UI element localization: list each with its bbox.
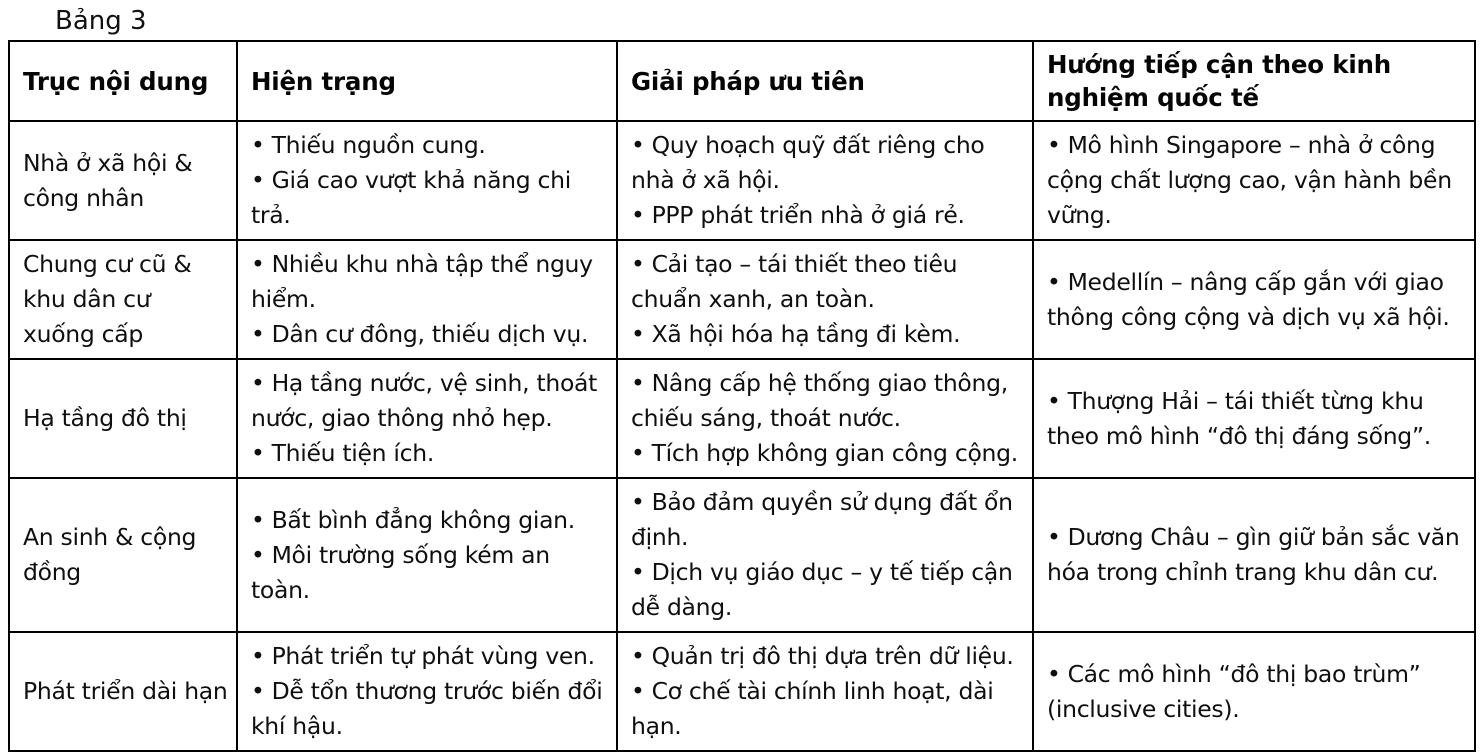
bullet-item bbox=[251, 436, 608, 471]
bang-3-table bbox=[8, 40, 1476, 752]
cell-topic bbox=[9, 121, 237, 240]
cell-solutions bbox=[617, 478, 1033, 632]
bullet-text: Dịch vụ giáo dục – y tế tiếp cận dễ dàng. bbox=[631, 558, 1013, 621]
bullet-text: Giá cao vượt khả năng chi trả. bbox=[251, 166, 571, 229]
bullet-glyph: • bbox=[631, 369, 645, 397]
column-header-solutions: Giải pháp ưu tiên bbox=[617, 41, 1033, 121]
table-row bbox=[9, 632, 1475, 751]
bullet-glyph: • bbox=[251, 540, 265, 569]
bullet-text: Hạ tầng nước, vệ sinh, thoát nước, giao thông nhỏ hẹp. bbox=[251, 369, 598, 432]
bullet-text: Thượng Hải – tái thiết từng khu theo mô hình “đô thị đáng sống”. bbox=[1047, 386, 1431, 450]
bullet-item bbox=[251, 674, 608, 744]
bullet-text: Quản trị đô thị dựa trên dữ liệu. bbox=[651, 642, 1014, 670]
bullet-text: Các mô hình “đô thị bao trùm” (inclusive cities). bbox=[1047, 659, 1421, 723]
table-row bbox=[9, 359, 1475, 478]
bullet-text: Môi trường sống kém an toàn. bbox=[251, 540, 550, 604]
bullet-glyph: • bbox=[631, 320, 645, 348]
bullet-text: Bảo đảm quyền sử dụng đất ổn định. bbox=[631, 488, 1013, 551]
bullet-glyph: • bbox=[631, 439, 645, 467]
bullet-glyph: • bbox=[1047, 131, 1061, 159]
bullet-item bbox=[631, 247, 1024, 317]
bullet-item bbox=[631, 436, 1024, 471]
bullet-text: Cải tạo – tái thiết theo tiêu chuẩn xanh, an toàn. bbox=[631, 250, 958, 313]
cell-status bbox=[237, 478, 617, 632]
bullet-text: Quy hoạch quỹ đất riêng cho nhà ở xã hội. bbox=[631, 131, 985, 194]
bullet-glyph: • bbox=[631, 677, 645, 705]
bullet-text: Nâng cấp hệ thống giao thông, chiếu sáng, thoát nước. bbox=[631, 369, 1008, 432]
bullet-glyph: • bbox=[251, 439, 265, 467]
topic-text: Hạ tầng đô thị bbox=[23, 404, 187, 432]
bullet-glyph: • bbox=[251, 369, 265, 397]
cell-topic bbox=[9, 478, 237, 632]
bullet-glyph: • bbox=[631, 558, 645, 586]
bullet-item bbox=[1047, 520, 1466, 590]
cell-topic bbox=[9, 632, 237, 751]
bullet-item bbox=[631, 198, 1024, 233]
cell-solutions bbox=[617, 121, 1033, 240]
bullet-text: Xã hội hóa hạ tầng đi kèm. bbox=[651, 320, 961, 348]
bullet-text: Dân cư đông, thiếu dịch vụ. bbox=[271, 320, 589, 348]
bullet-glyph: • bbox=[251, 505, 265, 534]
cell-status bbox=[237, 240, 617, 359]
bullet-text: PPP phát triển nhà ở giá rẻ. bbox=[651, 201, 965, 229]
bullet-text: Dễ tổn thương trước biến đổi khí hậu. bbox=[251, 677, 603, 740]
topic-text: Chung cư cũ & khu dân cư xuống cấp bbox=[23, 250, 192, 348]
cell-topic bbox=[9, 240, 237, 359]
table-row bbox=[9, 478, 1475, 632]
bullet-glyph: • bbox=[631, 488, 645, 516]
bullet-glyph: • bbox=[251, 250, 265, 278]
bullet-glyph: • bbox=[631, 250, 645, 278]
cell-solutions bbox=[617, 632, 1033, 751]
bullet-glyph: • bbox=[251, 131, 265, 159]
table-row bbox=[9, 121, 1475, 240]
bullet-item bbox=[1047, 265, 1466, 335]
bullet-item bbox=[1047, 384, 1466, 454]
topic-text: Phát triển dài hạn bbox=[23, 677, 228, 705]
bullet-item bbox=[631, 639, 1024, 674]
bullet-text: Mô hình Singapore – nhà ở công cộng chất lượng cao, vận hành bền vững. bbox=[1047, 131, 1452, 229]
bullet-item bbox=[1047, 128, 1466, 233]
bullet-glyph: • bbox=[1047, 386, 1061, 415]
bullet-item bbox=[631, 128, 1024, 198]
bullet-item bbox=[631, 317, 1024, 352]
bullet-text: Bất bình đẳng không gian. bbox=[271, 505, 575, 534]
bullet-text: Thiếu tiện ích. bbox=[271, 439, 435, 467]
cell-international bbox=[1033, 359, 1475, 478]
cell-international bbox=[1033, 632, 1475, 751]
bullet-item bbox=[251, 503, 608, 538]
bullet-item bbox=[631, 485, 1024, 555]
bullet-item bbox=[631, 674, 1024, 744]
cell-status bbox=[237, 632, 617, 751]
bullet-glyph: • bbox=[251, 642, 265, 670]
bullet-item bbox=[251, 128, 608, 163]
bullet-item bbox=[251, 639, 608, 674]
topic-text: Nhà ở xã hội & công nhân bbox=[23, 148, 193, 212]
bullet-text: Phát triển tự phát vùng ven. bbox=[271, 642, 595, 670]
cell-status bbox=[237, 121, 617, 240]
bullet-glyph: • bbox=[1047, 523, 1061, 551]
cell-solutions bbox=[617, 240, 1033, 359]
column-header-topic: Trục nội dung bbox=[9, 41, 237, 121]
cell-solutions bbox=[617, 359, 1033, 478]
bullet-glyph: • bbox=[1047, 267, 1061, 296]
bullet-item bbox=[1047, 657, 1466, 727]
cell-international bbox=[1033, 240, 1475, 359]
bullet-text: Thiếu nguồn cung. bbox=[271, 131, 486, 159]
bullet-item bbox=[251, 366, 608, 436]
topic-text: An sinh & cộng đồng bbox=[23, 523, 197, 586]
bullet-glyph: • bbox=[251, 166, 265, 194]
bullet-glyph: • bbox=[631, 642, 645, 670]
bullet-text: Cơ chế tài chính linh hoạt, dài hạn. bbox=[631, 677, 994, 740]
bullet-text: Nhiều khu nhà tập thể nguy hiểm. bbox=[251, 250, 593, 313]
bullet-text: Tích hợp không gian công cộng. bbox=[651, 439, 1018, 467]
bullet-item bbox=[631, 366, 1024, 436]
bullet-glyph: • bbox=[1047, 659, 1061, 688]
cell-topic bbox=[9, 359, 237, 478]
bullet-glyph: • bbox=[251, 320, 265, 348]
bullet-item bbox=[251, 317, 608, 352]
header-row bbox=[9, 41, 1475, 121]
bullet-item bbox=[251, 538, 608, 608]
bullet-text: Medellín – nâng cấp gắn với giao thông công cộng và dịch vụ xã hội. bbox=[1047, 267, 1450, 331]
cell-international bbox=[1033, 121, 1475, 240]
column-header-international: Hướng tiếp cận theo kinh nghiệm quốc tế bbox=[1033, 41, 1475, 121]
bullet-item bbox=[251, 247, 608, 317]
bullet-item bbox=[631, 555, 1024, 625]
cell-international bbox=[1033, 478, 1475, 632]
bullet-glyph: • bbox=[631, 131, 645, 159]
bullet-glyph: • bbox=[631, 201, 645, 229]
column-header-status: Hiện trạng bbox=[237, 41, 617, 121]
bullet-glyph: • bbox=[251, 677, 265, 705]
cell-status bbox=[237, 359, 617, 478]
table-row bbox=[9, 240, 1475, 359]
table-caption: Bảng 3 bbox=[55, 6, 147, 36]
bullet-item bbox=[251, 163, 608, 233]
bullet-text: Dương Châu – gìn giữ bản sắc văn hóa trong chỉnh trang khu dân cư. bbox=[1047, 523, 1460, 586]
